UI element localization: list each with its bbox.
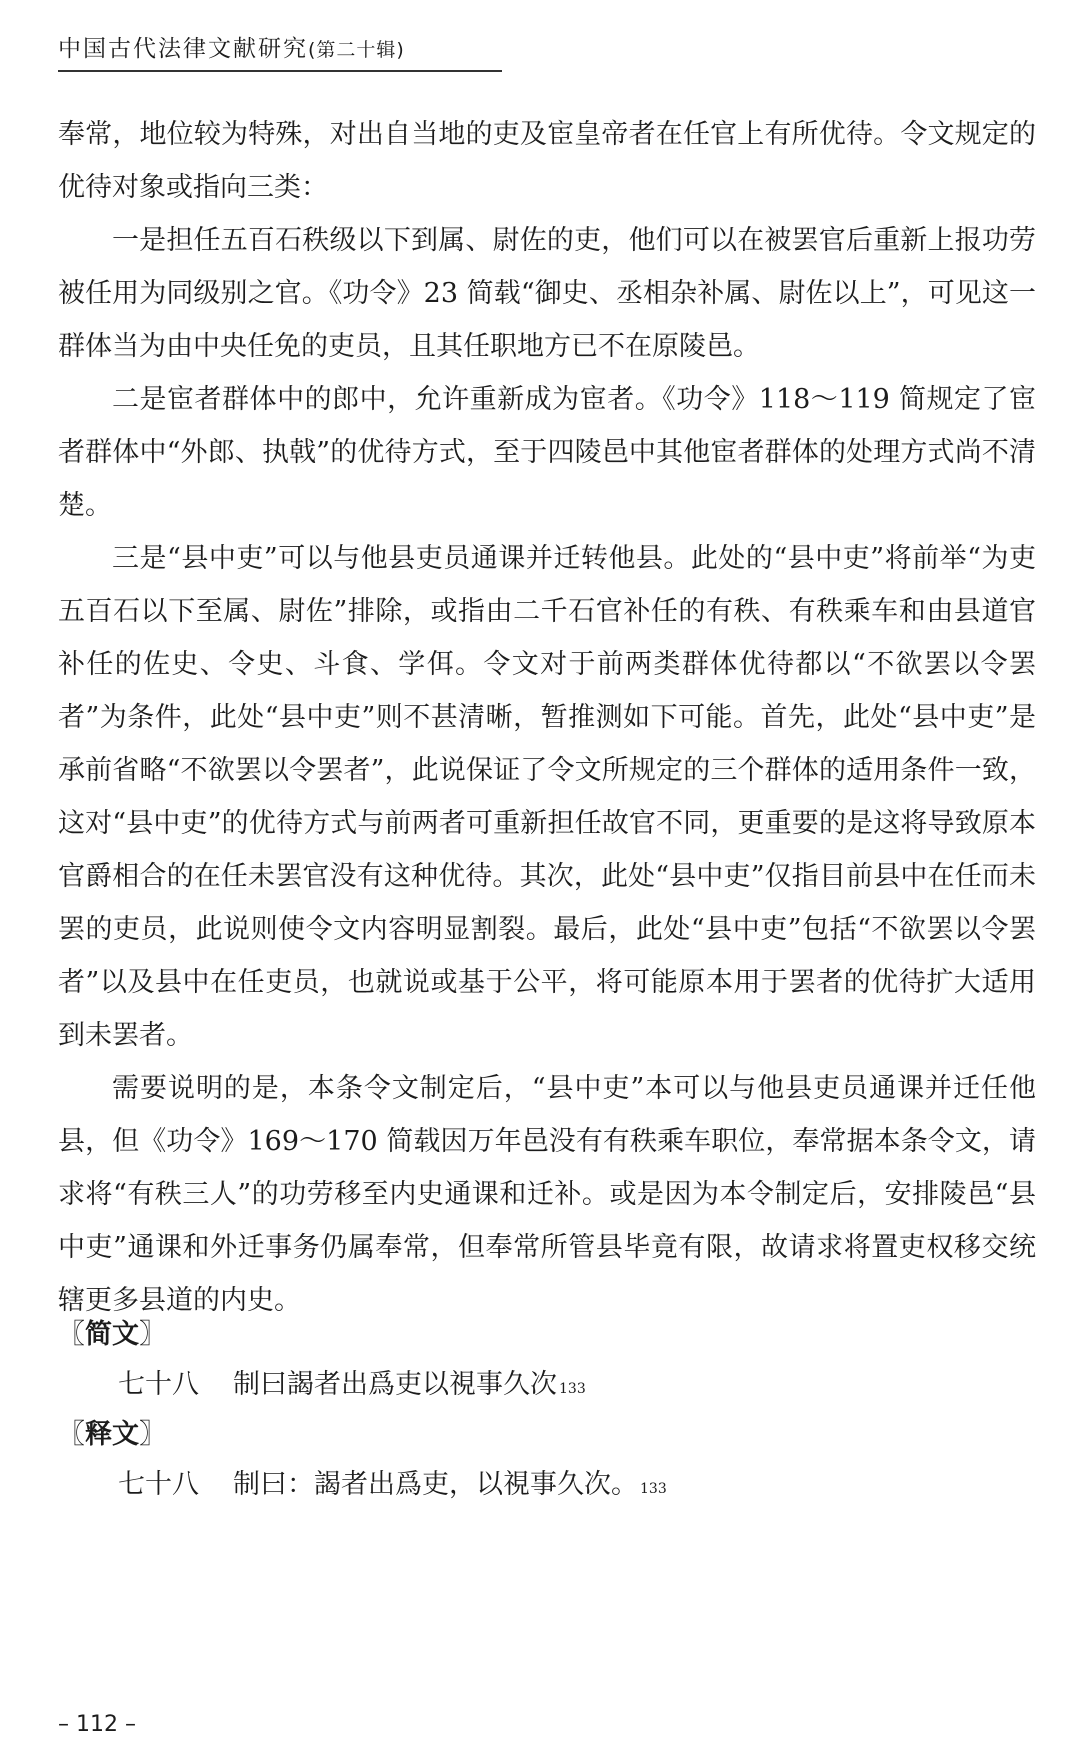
slip-number: 七十八	[118, 1369, 199, 1400]
paragraph-second-category: 二是宦者群体中的郎中，允许重新成为宦者。《功令》118～119 简规定了宦者群体中“外郎、执戟”的优待方式，至于四陵邑中其他宦者群体的处理方式尚不清楚。	[58, 384, 1036, 521]
transcription-id: 133	[640, 1481, 667, 1497]
paragraph-note: 需要说明的是，本条令文制定后，“县中吏”本可以与他县吏员通课并迁任他县，但《功令》169～170 简载因万年邑没有有秩乘车职位，奉常据本条令文，请求将“有秩三人”的功劳移至内史通课和迁补。或是因为本令制定后，安排陵邑“县中吏”通课和外迁事务仍属奉常，但奉常所管县毕竟有限，故请求将置吏权移交统辖更多县道的内史。	[58, 1073, 1036, 1316]
slip-text-heading: 〖简文〗	[58, 1319, 166, 1350]
paragraph-continued: 奉常，地位较为特殊，对出自当地的吏及宦皇帝者在任官上有所优待。令文规定的优待对象或指向三类：	[58, 119, 1036, 203]
main-text	[58, 108, 1036, 1327]
transcription-heading: 〖释文〗	[58, 1419, 166, 1450]
paragraph-third-category: 三是“县中吏”可以与他县吏员通课并迁转他县。此处的“县中吏”将前举“为吏五百石以下至属、尉佐”排除，或指由二千石官补任的有秩、有秩乘车和由县道官补任的佐史、令史、斗食、学佴。令文对于前两类群体优待都以“不欲罢以令罢者”为条件，此处“县中吏”则不甚清晰，暂推测如下可能。首先，此处“县中吏”是承前省略“不欲罢以令罢者”，此说保证了令文所规定的三个群体的适用条件一致，这对“县中吏”的优待方式与前两者可重新担任故官不同，更重要的是这将导致原本官爵相合的在任未罢官没有这种优待。其次，此处“县中吏”仅指目前县中在任而未罢的吏员，此说则使令文内容明显割裂。最后，此处“县中吏”包括“不欲罢以令罢者”以及县中在任吏员，也就说或基于公平，将可能原本用于罢者的优待扩大适用到未罢者。	[58, 543, 1036, 1051]
page-number: – 112 –	[58, 1712, 136, 1737]
journal-volume: (第二十辑)	[308, 39, 405, 61]
transcription-number: 七十八	[118, 1469, 199, 1500]
transcription-line	[118, 1462, 667, 1501]
paragraph-first-category: 一是担任五百石秩级以下到属、尉佐的吏，他们可以在被罢官后重新上报功劳被任用为同级别之官。《功令》23 简载“御史、丞相杂补属、尉佐以上”，可见这一群体当为由中央任免的吏员，且其任职地方已不在原陵邑。	[58, 225, 1036, 362]
slip-content: 制曰謁者出爲吏以視事久次	[233, 1369, 557, 1400]
journal-title: 中国古代法律文献研究	[58, 36, 308, 62]
slip-text-line	[118, 1362, 586, 1401]
slip-id: 133	[559, 1381, 586, 1397]
transcription-content: 制曰：謁者出爲吏，以視事久次。	[233, 1469, 638, 1500]
running-header	[58, 34, 502, 72]
